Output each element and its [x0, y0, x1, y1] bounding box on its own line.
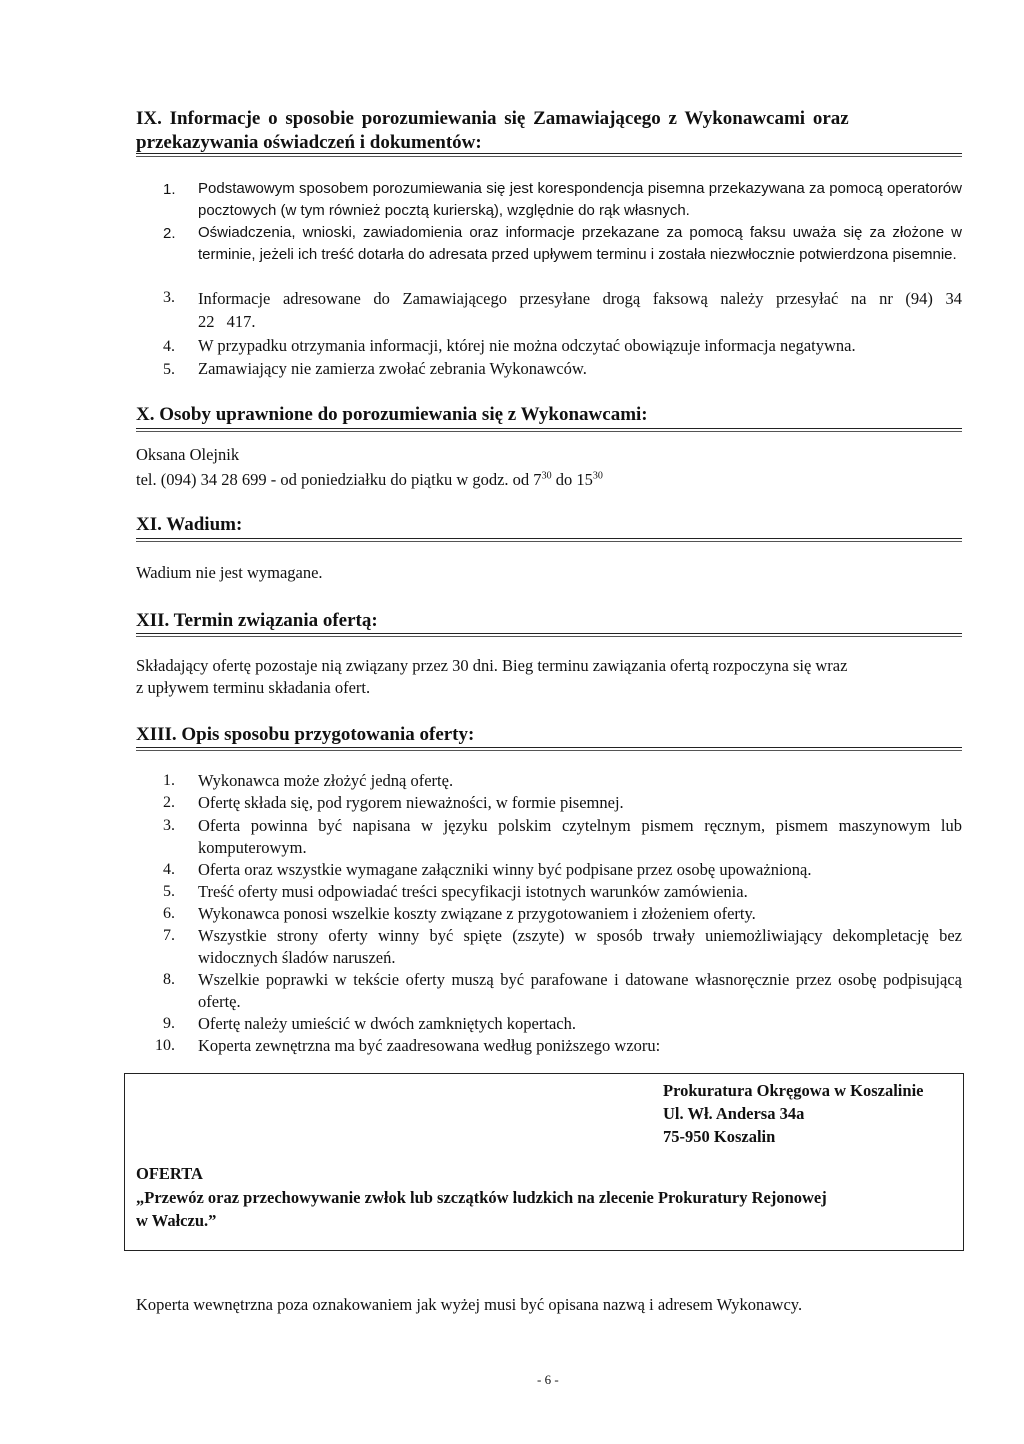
xiii-item-8-number: 8.: [163, 971, 175, 988]
binding-period-line1: Składający ofertę pozostaje nią związany przez 30 dni. Bieg terminu zawiązania ofertą rozpoczyna się wraz: [136, 656, 848, 675]
xiii-item-6-number: 6.: [163, 905, 175, 922]
section-x-rule: [136, 428, 962, 432]
xiii-item-4-number: 4.: [163, 861, 175, 878]
page-number: - 6 -: [537, 1372, 559, 1387]
ix-item-3-number: 3.: [163, 289, 175, 306]
envelope-address-line3: 75-950 Koszalin: [663, 1127, 776, 1146]
xiii-item-4-text: Oferta oraz wszystkie wymagane załączniki winny być podpisane przez osobę upoważnioną.: [198, 860, 812, 879]
xiii-item-8-text: Wszelkie poprawki w tekście oferty muszą być parafowane i datowane własnoręcznie przez osobę podpisującą ofertę.: [198, 970, 962, 1011]
section-xii-heading: XII. Termin związania ofertą:: [136, 610, 378, 631]
xiii-item-6-text: Wykonawca ponosi wszelkie koszty związane z przygotowaniem i złożeniem oferty.: [198, 904, 756, 923]
section-ix-rule: [136, 153, 962, 157]
envelope-offer-label: OFERTA: [136, 1164, 203, 1183]
contact-phone-text: tel. (094) 34 28 699 - od poniedziałku do piątku w godz. od 7: [136, 470, 542, 489]
section-x-heading: X. Osoby uprawnione do porozumiewania się z Wykonawcami:: [136, 404, 648, 425]
xiii-item-7-text: Wszystkie strony oferty winny być spięte (zszyte) w sposób trwały uniemożliwiający dekompletację bez widocznych śladów naruszeń.: [198, 926, 962, 967]
contact-person-name: Oksana Olejnik: [136, 445, 240, 464]
xiii-item-5-text: Treść oferty musi odpowiadać treści specyfikacji istotnych warunków zamówienia.: [198, 882, 748, 901]
section-xiii-rule: [136, 747, 962, 751]
envelope-sample-box: [124, 1073, 964, 1251]
xiii-item-7-number: 7.: [163, 927, 175, 944]
xiii-item-3-text: Oferta powinna być napisana w języku polskim czytelnym pismem ręcznym, pismem maszynowym lub komputerowym.: [198, 816, 962, 857]
contact-phone-hours: [136, 470, 603, 490]
binding-period-line2: z upływem terminu składania ofert.: [136, 678, 371, 697]
envelope-address-line2: Ul. Wł. Andersa 34a: [663, 1104, 805, 1123]
wadium-text: Wadium nie jest wymagane.: [136, 563, 323, 582]
section-ix-heading: [136, 107, 962, 155]
section-xiii-heading: XIII. Opis sposobu przygotowania oferty:: [136, 724, 475, 745]
xiii-item-2-number: 2.: [163, 794, 175, 811]
xiii-item-3-number: 3.: [163, 817, 175, 834]
envelope-subject-line1: „Przewóz oraz przechowywanie zwłok lub szczątków ludzkich na zlecenie Prokuratury Rejonowej: [136, 1188, 827, 1207]
xiii-item-10-number: 10.: [155, 1037, 175, 1054]
ix-item-1-text: Podstawowym sposobem porozumiewania się jest korespondencja pisemna przekazywana za pomocą operatorów pocztowych (w tym również pocztą kurierską), względnie do rąk własnych.: [198, 180, 962, 219]
ix-item-3-text: Informacje adresowane do Zamawiającego przesyłane drogą faksową należy przesyłać na nr (94) 34 22 417.: [198, 289, 962, 331]
ix-item-4-number: 4.: [163, 338, 175, 355]
envelope-subject-line2: w Wałczu.”: [136, 1211, 217, 1230]
xiii-item-5-number: 5.: [163, 883, 175, 900]
ix-item-2-text: Oświadczenia, wnioski, zawiadomienia oraz informacje przekazane za pomocą faksu uważa się za złożone w terminie, jeżeli ich treść dotarła do adresata przed upływem terminu i została niezwłocznie potwierdzona pisemnie.: [198, 224, 962, 263]
section-xi-rule: [136, 538, 962, 542]
ix-item-1-number: 1.: [163, 181, 176, 198]
xiii-item-9-number: 9.: [163, 1015, 175, 1032]
xiii-item-1-text: Wykonawca może złożyć jedną ofertę.: [198, 771, 454, 790]
envelope-address-line1: Prokuratura Okręgowa w Koszalinie: [663, 1081, 924, 1100]
xiii-item-9-text: Ofertę należy umieścić w dwóch zamkniętych kopertach.: [198, 1014, 576, 1033]
inner-envelope-note: Koperta wewnętrzna poza oznakowaniem jak wyżej musi być opisana nazwą i adresem Wykonawcy.: [136, 1295, 803, 1314]
section-ix-heading-line2: przekazywania oświadczeń i dokumentów:: [136, 132, 482, 153]
ix-item-5-number: 5.: [163, 361, 175, 378]
contact-hours-mid: do 15: [551, 470, 593, 489]
section-ix-heading-line1: IX. Informacje o sposobie porozumiewania się Zamawiającego z Wykonawcami oraz: [136, 108, 849, 129]
xiii-item-2-text: Ofertę składa się, pod rygorem nieważności, w formie pisemnej.: [198, 793, 624, 812]
ix-item-4-text: W przypadku otrzymania informacji, której nie można odczytać obowiązuje informacja negatywna.: [198, 336, 856, 355]
ix-item-2-number: 2.: [163, 225, 176, 242]
xiii-item-10-text: Koperta zewnętrzna ma być zaadresowana według poniższego wzoru:: [198, 1036, 661, 1055]
xiii-item-1-number: 1.: [163, 772, 175, 789]
time-to-superscript: 30: [592, 470, 603, 482]
section-xii-rule: [136, 633, 962, 637]
time-from-superscript: 30: [541, 470, 552, 482]
section-xi-heading: XI. Wadium:: [136, 514, 243, 535]
ix-item-5-text: Zamawiający nie zamierza zwołać zebrania Wykonawców.: [198, 359, 587, 378]
